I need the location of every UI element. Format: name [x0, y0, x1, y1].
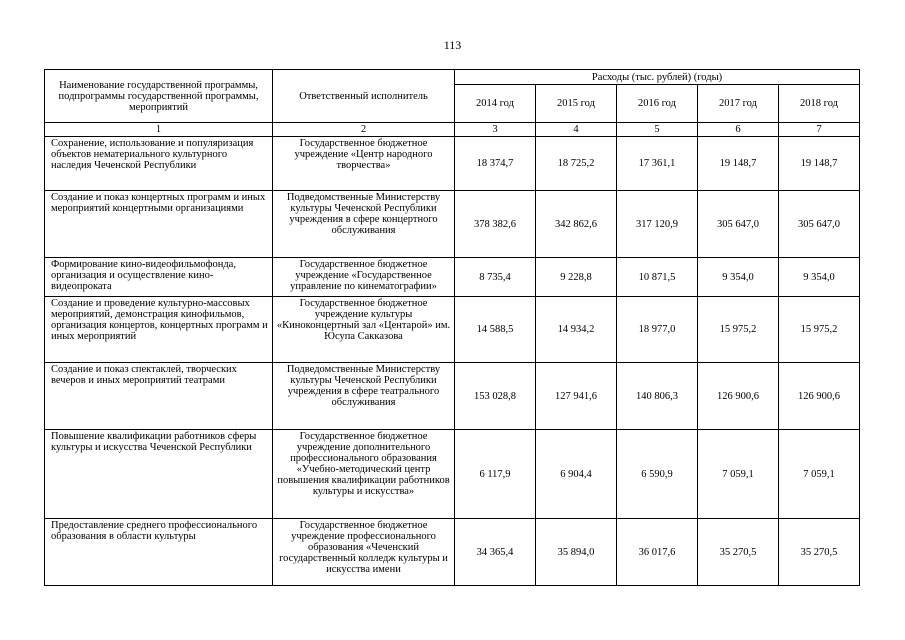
table-row: [45, 137, 860, 191]
executor: Государственное бюджетное учреждение «Центр народного творчества»: [273, 137, 455, 191]
expense-2016: 18 977,0: [617, 297, 698, 363]
expenses-table: [44, 69, 860, 586]
header-year: 2015 год: [536, 85, 617, 123]
column-index: 7: [779, 123, 860, 137]
executor: Подведомственные Министерству культуры Чеченской Республики учреждения в сфере концертного обслуживания: [273, 191, 455, 258]
expense-2015: 14 934,2: [536, 297, 617, 363]
expense-2015: 6 904,4: [536, 430, 617, 519]
table-row: [45, 191, 860, 258]
program-name: Создание и показ концертных программ и иных мероприятий концертными организациями: [45, 191, 273, 258]
column-index: 5: [617, 123, 698, 137]
expense-2018: 7 059,1: [779, 430, 860, 519]
expense-2015: 18 725,2: [536, 137, 617, 191]
header-expenses: Расходы (тыс. рублей) (годы): [455, 70, 860, 85]
expense-2017: 7 059,1: [698, 430, 779, 519]
expense-2017: 19 148,7: [698, 137, 779, 191]
expense-2016: 36 017,6: [617, 519, 698, 586]
expense-2017: 126 900,6: [698, 363, 779, 430]
expense-2018: 15 975,2: [779, 297, 860, 363]
header-year: 2018 год: [779, 85, 860, 123]
expense-2015: 9 228,8: [536, 258, 617, 297]
header-year: 2017 год: [698, 85, 779, 123]
expense-2015: 342 862,6: [536, 191, 617, 258]
executor: Подведомственные Министерству культуры Чеченской Республики учреждения в сфере театрального обслуживания: [273, 363, 455, 430]
header-executor: Ответственный исполнитель: [273, 70, 455, 123]
program-name: Повышение квалификации работников сферы культуры и искусства Чеченской Республики: [45, 430, 273, 519]
expense-2016: 140 806,3: [617, 363, 698, 430]
expense-2017: 35 270,5: [698, 519, 779, 586]
expense-2014: 6 117,9: [455, 430, 536, 519]
column-index: 1: [45, 123, 273, 137]
expense-2017: 305 647,0: [698, 191, 779, 258]
column-index-row: [45, 123, 860, 137]
expense-2014: 18 374,7: [455, 137, 536, 191]
column-index: 6: [698, 123, 779, 137]
column-index: 3: [455, 123, 536, 137]
expense-2016: 10 871,5: [617, 258, 698, 297]
table-row: [45, 258, 860, 297]
expense-2018: 19 148,7: [779, 137, 860, 191]
expense-2014: 34 365,4: [455, 519, 536, 586]
expense-2016: 6 590,9: [617, 430, 698, 519]
page-number: 113: [443, 38, 462, 52]
expense-2018: 305 647,0: [779, 191, 860, 258]
table-row: [45, 519, 860, 586]
expense-2018: 35 270,5: [779, 519, 860, 586]
program-name: Сохранение, использование и популяризация объектов нематериального культурного наследия Чеченской Республики: [45, 137, 273, 191]
expense-2016: 317 120,9: [617, 191, 698, 258]
expense-2015: 35 894,0: [536, 519, 617, 586]
executor: Государственное бюджетное учреждение культуры «Киноконцертный зал «Центарой» им. Юсупа Сакказова: [273, 297, 455, 363]
executor: Государственное бюджетное учреждение «Государственное управление по кинематографии»: [273, 258, 455, 297]
expense-2015: 127 941,6: [536, 363, 617, 430]
table-row: [45, 297, 860, 363]
table-row: [45, 430, 860, 519]
expense-2018: 9 354,0: [779, 258, 860, 297]
header-year: 2014 год: [455, 85, 536, 123]
executor: Государственное бюджетное учреждение дополнительного профессионального образования «Учебно-методический центр повышения квалификации работников культуры и искусства»: [273, 430, 455, 519]
table-row: [45, 363, 860, 430]
program-name: Создание и показ спектаклей, творческих вечеров и иных мероприятий театрами: [45, 363, 273, 430]
header-program-name: Наименование государственной программы, подпрограммы государственной программы, мероприятий: [45, 70, 273, 123]
executor: Государственное бюджетное учреждение профессионального образования «Чеченский государственный колледж культуры и искусства имени: [273, 519, 455, 586]
program-name: Формирование кино-видеофильмофонда, организация и осуществление кино-видеопроката: [45, 258, 273, 297]
expense-2017: 15 975,2: [698, 297, 779, 363]
expense-2014: 153 028,8: [455, 363, 536, 430]
expense-2017: 9 354,0: [698, 258, 779, 297]
expense-2014: 8 735,4: [455, 258, 536, 297]
header-year: 2016 год: [617, 85, 698, 123]
column-index: 2: [273, 123, 455, 137]
expense-2016: 17 361,1: [617, 137, 698, 191]
expense-2018: 126 900,6: [779, 363, 860, 430]
program-name: Создание и проведение культурно-массовых мероприятий, демонстрация кинофильмов, организация концертов, концертных программ и иных мероприятий: [45, 297, 273, 363]
expense-2014: 14 588,5: [455, 297, 536, 363]
column-index: 4: [536, 123, 617, 137]
program-name: Предоставление среднего профессионального образования в области культуры: [45, 519, 273, 586]
expense-2014: 378 382,6: [455, 191, 536, 258]
